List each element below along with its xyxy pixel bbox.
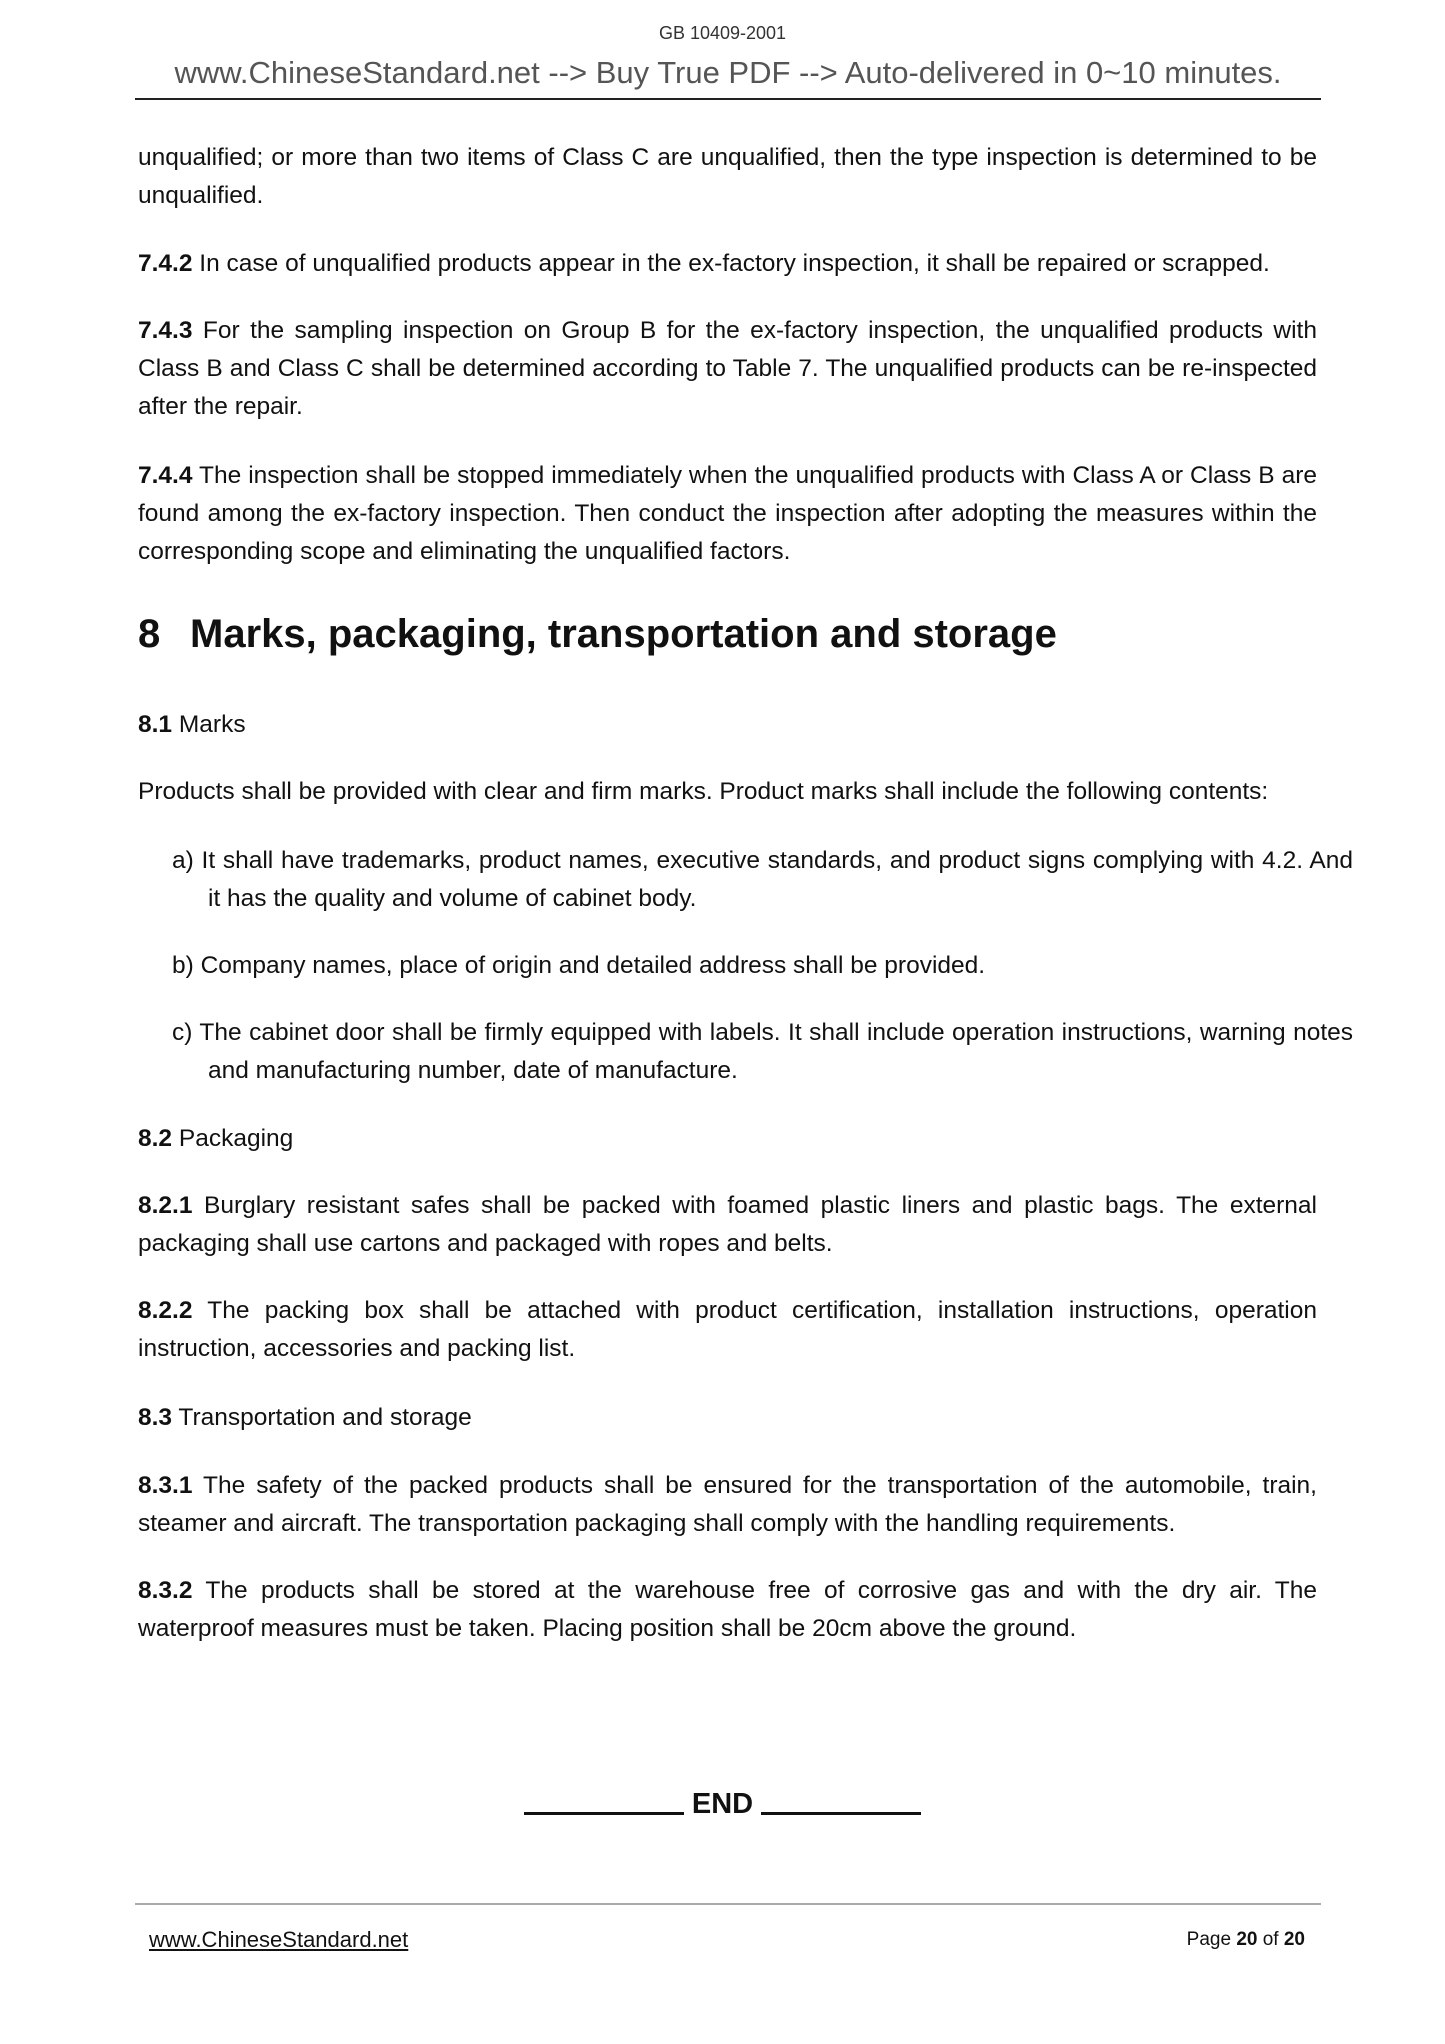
paragraph-text: unqualified; or more than two items of Class C are unqualified, then the type inspection is determined to be unqualified.: [138, 144, 1317, 209]
clause-number: 8.2.2: [138, 1297, 193, 1324]
list-item-b: b) Company names, place of origin and detailed address shall be provided.: [172, 952, 986, 979]
header-divider: [135, 98, 1321, 100]
footer-link[interactable]: www.ChineseStandard.net: [149, 1927, 409, 1952]
clause-number: 8.1: [138, 711, 173, 738]
clause-7-4-3: [138, 312, 1317, 426]
page-label: Page: [1186, 1929, 1237, 1950]
clause-text: In case of unqualified products appear in the ex-factory inspection, it shall be repaired or scrapped.: [192, 250, 1270, 277]
clause-text: Transportation and storage: [172, 1404, 472, 1431]
current-page: 20: [1236, 1929, 1258, 1950]
clause-8-3-1: [138, 1467, 1317, 1543]
clause-number: 8.2.1: [138, 1192, 193, 1219]
paragraph: [138, 139, 1317, 215]
clause-text: For the sampling inspection on Group B for the ex-factory inspection, the unqualified products with Class B and Class C shall be determined according to Table 7. The unqualified products can be re-inspected after the repair.: [138, 317, 1317, 420]
footer-divider: [135, 1903, 1321, 1905]
page-number: [1187, 1929, 1305, 1951]
header-banner[interactable]: www.ChineseStandard.net --> Buy True PDF --> Auto-delivered in 0~10 minutes.: [174, 55, 1282, 90]
header-standard-number: GB 10409-2001: [658, 23, 787, 43]
clause-8-1: [138, 706, 1317, 744]
clause-7-4-2: [138, 245, 1317, 283]
clause-text: The inspection shall be stopped immediately when the unqualified products with Class A or Class B are found among the ex-factory inspection. Then conduct the inspection after adopting the measures within the corresponding scope and eliminating the unqualified factors.: [138, 462, 1317, 565]
clause-text: The packing box shall be attached with product certification, installation instructions, operation instruction, accessories and packing list.: [138, 1297, 1317, 1362]
clause-number: 7.4.4: [138, 462, 193, 489]
list-item-a: a) It shall have trademarks, product names, executive standards, and product signs complying with 4.2. And it has the quality and volume of cabinet body.: [172, 847, 1353, 912]
clause-number: 8.3.2: [138, 1577, 193, 1604]
clause-text: Packaging: [172, 1125, 294, 1152]
total-pages: 20: [1283, 1929, 1305, 1950]
clause-number: 8.2: [138, 1125, 173, 1152]
intro-paragraph: Products shall be provided with clear and firm marks. Product marks shall include the following contents:: [138, 778, 1269, 805]
clause-number: 7.4.3: [138, 317, 193, 344]
clause-text: Marks: [172, 711, 246, 738]
clause-text: The products shall be stored at the warehouse free of corrosive gas and with the dry air. The waterproof measures must be taken. Placing position shall be 20cm above the ground.: [138, 1577, 1317, 1642]
section-heading: [138, 612, 1057, 657]
clause-text: Burglary resistant safes shall be packed with foamed plastic liners and plastic bags. The external packaging shall use cartons and packaged with ropes and belts.: [138, 1192, 1317, 1257]
clause-8-2-2: [138, 1292, 1317, 1368]
end-text: END: [691, 1788, 754, 1820]
clause-number: 8.3: [138, 1404, 173, 1431]
clause-number: 7.4.2: [138, 250, 193, 277]
clause-8-3: [138, 1399, 1317, 1437]
clause-7-4-4: [138, 457, 1317, 571]
clause-8-3-2: [138, 1572, 1317, 1648]
end-rule-left: [524, 1812, 684, 1815]
list-item-c: c) The cabinet door shall be firmly equipped with labels. It shall include operation instructions, warning notes and manufacturing number, date of manufacture.: [172, 1019, 1353, 1084]
clause-text: The safety of the packed products shall be ensured for the transportation of the automobile, train, steamer and aircraft. The transportation packaging shall comply with the handling requirements.: [138, 1472, 1317, 1537]
of-label: of: [1257, 1929, 1284, 1950]
section-title: Marks, packaging, transportation and storage: [190, 612, 1057, 656]
clause-number: 8.3.1: [138, 1472, 193, 1499]
end-marker: [0, 1788, 1445, 1821]
end-rule-right: [761, 1812, 921, 1815]
clause-8-2-1: [138, 1187, 1317, 1263]
clause-8-2: [138, 1120, 1317, 1158]
section-number: 8: [138, 612, 161, 656]
